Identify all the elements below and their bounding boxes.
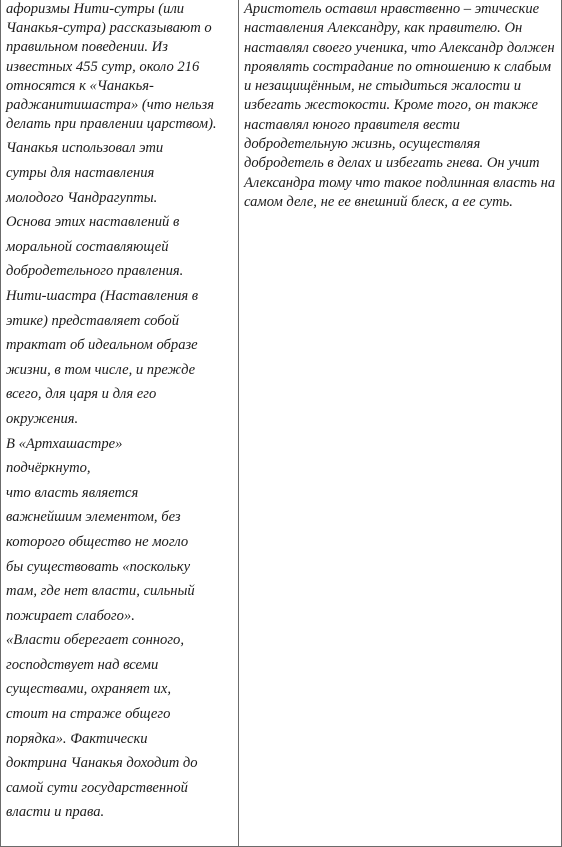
left-text-line: молодого Чандрагупты. xyxy=(6,189,158,206)
left-text-line: власти и права. xyxy=(6,804,105,821)
left-text-line: что власть является xyxy=(6,484,139,501)
left-text-line: доктрина Чанакья доходит до xyxy=(6,755,198,772)
left-text-line: Нити-шастра (Наставления в xyxy=(6,287,199,304)
left-text-line: важнейшим элементом, без xyxy=(6,509,181,526)
left-text-line: стоит на страже общего xyxy=(6,706,171,723)
left-text-line: которого общество не могло xyxy=(6,533,189,550)
left-text-line: существами, охраняет их, xyxy=(6,681,171,698)
left-text-line: Чанакья использовал эти xyxy=(6,140,164,157)
left-text-line: моральной составляющей xyxy=(6,238,169,255)
right-column xyxy=(244,0,556,212)
left-text-line: господствует над всеми xyxy=(6,656,159,673)
left-text-line: трактат об идеальном образе xyxy=(6,337,198,354)
right-paragraph: Аристотель оставил нравственно – этические наставления Александру, как правителю. Он наставлял своего ученика, что Александр должен проявлять сострадание по отношению к слабым и незащищённым, не стыдиться жалости и избегать жестокости. Кроме того, он также наставлял юного правителя вести добродетельную жизнь, осуществляя добродетель в делах и избегать гнева. Он учит Александра тому что такое подлинная власть на самом деле, не ее внешний блеск, а ее суть. xyxy=(244,1,556,210)
left-text-line: жизни, в том числе, и прежде xyxy=(6,361,196,378)
left-text-line: «Власти оберегает сонного, xyxy=(6,632,184,649)
left-text-line: сутры для наставления xyxy=(6,165,155,182)
left-text-line: добродетельного правления. xyxy=(6,263,184,280)
intro-paragraph: афоризмы Нити-сутры (или Чанакья-сутра) рассказывают о правильном поведении. Из известных 455 сутр, около 216 относятся к «Чанакья-раджанитишастра» (что нельзя делать при правлении царством). xyxy=(6,1,217,133)
left-text-line: там, где нет власти, сильный xyxy=(6,583,195,600)
left-text-line: бы существовать «поскольку xyxy=(6,558,191,575)
left-text-line: всего, для царя и для его xyxy=(6,386,157,403)
left-text-line: окружения. xyxy=(6,410,79,427)
left-text-line: подчёркнуто, xyxy=(6,460,91,477)
left-text-line: этике) представляет собой xyxy=(6,312,180,329)
left-lines-block xyxy=(6,136,235,825)
column-divider xyxy=(238,0,239,847)
left-text-line: пожирает слабого». xyxy=(6,607,135,624)
left-text-line: порядка». Фактически xyxy=(6,730,148,747)
left-text-line: Основа этих наставлений в xyxy=(6,214,180,231)
left-text-line: самой сути государственной xyxy=(6,779,188,796)
left-column xyxy=(6,0,235,825)
left-text-line: В «Артхашастре» xyxy=(6,435,123,452)
